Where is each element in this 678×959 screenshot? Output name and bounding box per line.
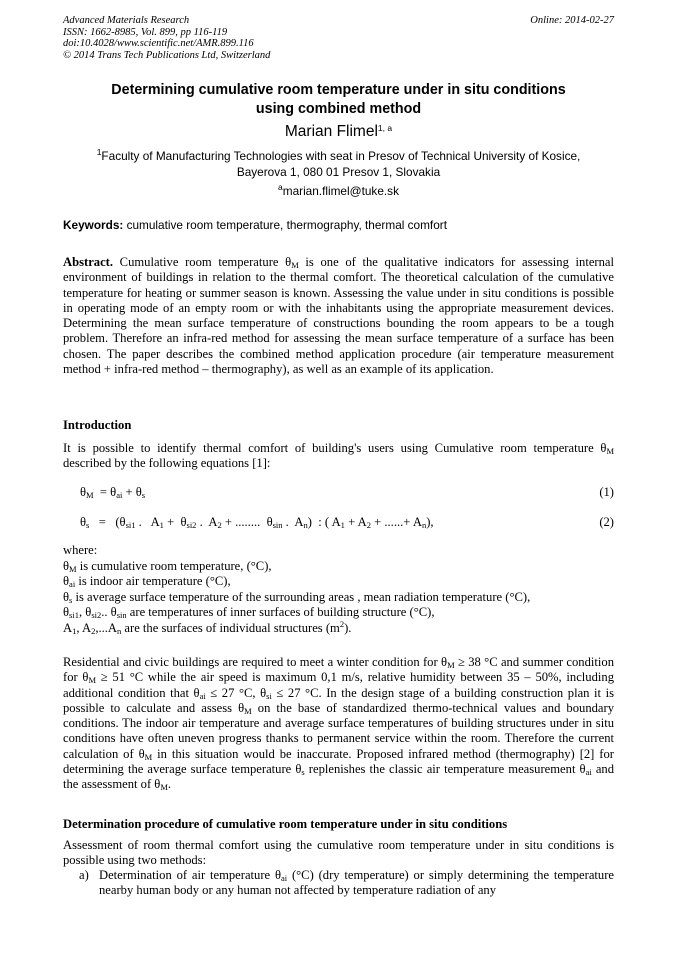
online-date: Online: 2014-02-27 bbox=[530, 15, 614, 26]
title-line-2: using combined method bbox=[255, 100, 422, 117]
definition-theta-si: $\theta_{si1}$, $\theta_{si2}$.. $\theta_{sin}$ are temperatures of inner surfaces of building structure (°C), bbox=[63, 605, 435, 621]
method-list-item-a bbox=[81, 868, 614, 899]
paper-title bbox=[63, 81, 614, 118]
list-marker-a: a) bbox=[79, 868, 89, 882]
definition-theta-m: $\theta_M$ is cumulative room temperature, (°C), bbox=[63, 558, 272, 574]
definition-theta-ai: $\theta_{ai}$ is indoor air temperature (°C), bbox=[63, 574, 231, 590]
author-sup: 1, a bbox=[377, 123, 393, 133]
equation-1-number: (1) bbox=[599, 485, 614, 499]
requirements-paragraph: Residential and civic buildings are required to meet a winter condition for $\theta_M \ge 38$ °C and summer condition for $\theta_M \ge 51$ °C while the air speed is maximum 0,1 m/s, relative humidity between 35 – 50%, including additional condition that $\theta_{ai} \le 27$ °C, $\theta_{si} \le 27$ °C. In the design stage of a building construction plan it is possible to calculate and assess $\theta_M$ on the base of standardized thermo-technical values and boundary conditions. The indoor air temperature and average surface temperatures of building structures under in situ conditions have often uneven progress thanks to permanent service within the room. Therefore the current calculation of $\theta_M$ in this situation would be inaccurate. Proposed infrared method (thermography) [2] for determining the average surface temperature $\theta_s$ replenishes the classic air temperature measurement $\theta_{ai}$ and the assessment of $\theta_M$. bbox=[63, 655, 615, 793]
keywords-label: Keywords: bbox=[63, 218, 124, 232]
list-item-a-text: Determination of air temperature $\theta_{ai}$ (°C) (dry temperature) or simply determining the temperature nearby human body or any human not affected by temperature radiation of any bbox=[99, 868, 614, 898]
journal-name: Advanced Materials Research bbox=[63, 15, 190, 26]
where-label: where: bbox=[63, 543, 98, 557]
affiliation-line-2: Bayerova 1, 080 01 Presov 1, Slovakia bbox=[236, 164, 441, 179]
equation-2-number: (2) bbox=[599, 515, 614, 529]
keywords-text: cumulative room temperature, thermography, thermal comfort bbox=[123, 218, 447, 232]
abstract-label: Abstract. bbox=[63, 255, 114, 269]
author bbox=[63, 123, 614, 141]
journal-doi: doi:10.4028/www.scientific.net/AMR.899.116 bbox=[63, 38, 254, 49]
affiliation bbox=[63, 149, 614, 180]
affiliation-line-1: Faculty of Manufacturing Technologies with seat in Presov of Technical University of Kosice, bbox=[101, 149, 581, 163]
author-email bbox=[63, 184, 614, 199]
equation-2: $\theta_s = (\theta_{si1}$ . $A_1 + \theta_{si2}$ . $A_2$ + ........ $\theta_{sin}$ . $A_n$) : ( $A_1 + A_2$ + ......+ $A_n$), (2) bbox=[80, 515, 614, 530]
journal-copyright: © 2014 Trans Tech Publications Ltd, Switzerland bbox=[63, 49, 271, 61]
journal-header bbox=[63, 15, 270, 61]
title-line-1: Determining cumulative room temperature under in situ conditions bbox=[111, 82, 566, 98]
affiliation-sup: 1 bbox=[96, 147, 102, 157]
email-sup: a bbox=[278, 182, 283, 192]
author-name: Marian Flimel bbox=[284, 123, 378, 140]
keywords bbox=[63, 218, 623, 233]
determination-heading: Determination procedure of cumulative room temperature under in situ conditions bbox=[63, 817, 508, 831]
equation-1: $\theta_M = \theta_{ai} + \theta_s$ (1) bbox=[80, 485, 614, 500]
abstract: Abstract. Cumulative room temperature $\theta_M$ is one of the qualitative indicators for assessing internal environment of buildings in relation to the thermal comfort. The theoretical calculation of the cumulative temperature for heating or summer season is known. Assessing the value under in situ conditions is possible in operating mode of an empty room or with the inhabitants using the appropriate measurement devices. Determining the mean surface temperature of constructions bounding the room appears to be a tough problem. Therefore an infra-red method for assessing the mean surface temperature of a surface has been chosen. The paper describes the combined method application procedure (air temperature measurement method + infra-red method – thermography), as well as an example of its application. bbox=[63, 255, 615, 377]
email-address: marian.flimel@tuke.sk bbox=[282, 184, 399, 198]
symbol-definitions bbox=[63, 543, 614, 637]
intro-paragraph: It is possible to identify thermal comfort of building's users using Cumulative room temperature $\theta_M$ described by the following equations [1]: bbox=[63, 441, 614, 471]
definition-theta-s: $\theta_s$ is average surface temperature of the surrounding areas , mean radiation temperature (°C), bbox=[63, 589, 531, 605]
journal-issn: ISSN: 1662-8985, Vol. 899, pp 116-119 bbox=[63, 26, 228, 38]
definition-areas: $A_1$, $A_2,...A_n$ are the surfaces of individual structures $(m^2)$. bbox=[63, 618, 352, 636]
intro-heading: Introduction bbox=[63, 418, 132, 432]
determination-paragraph: Assessment of room thermal comfort using the cumulative room temperature under in situ conditions is possible using two methods: bbox=[63, 838, 614, 868]
